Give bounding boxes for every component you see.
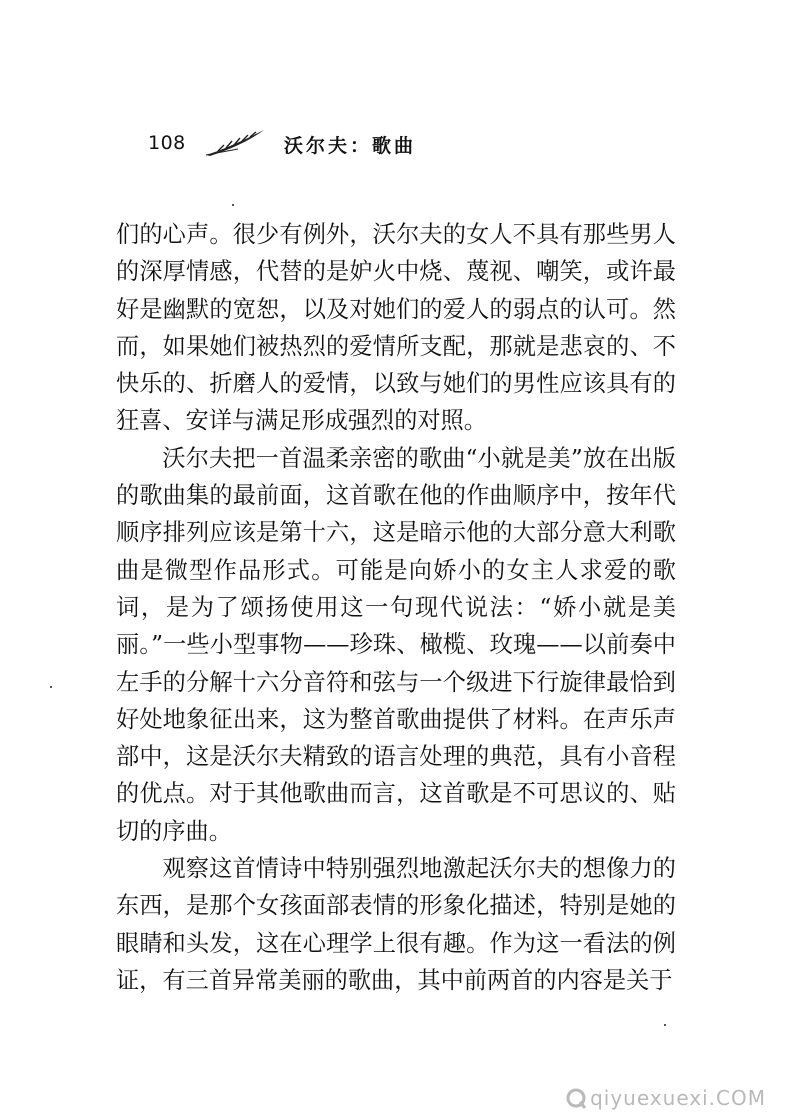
paragraph-2: 沃尔夫把一首温柔亲密的歌曲“小就是美”放在出版的歌曲集的最前面，这首歌在他的作曲顺序中，按年代顺序排列应该是第十六，这是暗示他的大部分意大利歌曲是微型作品形式。可能是向娇小的女主人求爱的歌词，是为了颂扬使用这一句现代说法：“娇小就是美丽。”一些小型事物——珍珠、橄榄、玫瑰——以前奏中左手的分解十六分音符和弦与一个级进下行旋律最恰到好处地象征出来，这为整首歌曲提供了材料。在声乐声部中，这是沃尔夫精致的语言处理的典范，具有小音程的优点。对于其他歌曲而言，这首歌是不可思议的、贴切的序曲。 (116, 444, 676, 845)
watermark-text: qiyuexuexi.COM (590, 1086, 766, 1110)
paragraph-1: 们的心声。很少有例外，沃尔夫的女人不具有那些男人的深厚情感，代替的是妒火中烧、蔑视、嘲笑，或许最好是幽默的宽恕，以及对她们的爱人的弱点的认可。然而，如果她们被热烈的爱情所支配，那就是悲哀的、不快乐的、折磨人的爱情，以致与她们的男性应该具有的狂喜、安详与满足形成强烈的对照。 (116, 221, 676, 435)
site-watermark (565, 1086, 766, 1110)
scan-speck (50, 686, 52, 688)
paragraph-3: 观察这首情诗中特别强烈地激起沃尔夫的想像力的东西，是那个女孩面部表情的形象化描述，特别是她的眼睛和头发，这在心理学上很有趣。作为这一看法的例证，有三首异常美丽的歌曲，其中前两首的内容是关于 (116, 855, 676, 994)
page-number: 108 (148, 132, 186, 154)
scan-speck (232, 204, 234, 206)
watermark-logo-icon (565, 1087, 587, 1109)
running-title: 沃尔夫：歌曲 (284, 135, 417, 157)
body-text (116, 216, 676, 999)
quill-ornament-icon (204, 128, 266, 158)
scan-speck (664, 1024, 666, 1026)
page-header (148, 128, 568, 160)
